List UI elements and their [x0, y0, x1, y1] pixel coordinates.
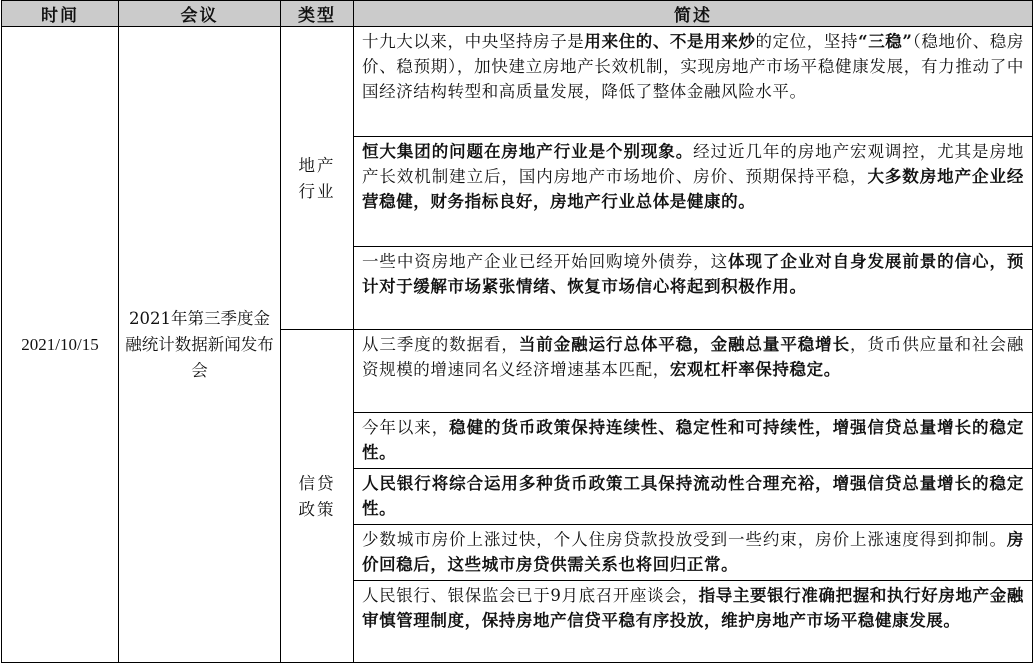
text-segment: 少数城市房价上涨过快，个人住房贷款投放受到一些约束，房价上涨速度得到抑制。	[362, 530, 1007, 549]
bold-text-segment: 宏观杠杆率保持稳定。	[669, 360, 841, 379]
policy-table	[1, 0, 1033, 663]
bold-text-segment: 房价回稳后，这些城市房贷供需关系也将回归正常。	[362, 530, 1024, 574]
type-label: 地产行业	[298, 156, 336, 201]
date-cell: 2021/10/15	[2, 27, 119, 663]
bold-text-segment: 指导主要银行准确把握和执行好房地产金融审慎管理制度，保持房地产信贷平稳有序投放，维护房地产市场平稳健康发展。	[362, 586, 1024, 630]
text-segment: 的定位，坚持	[755, 32, 859, 51]
type-cell-credit-policy	[281, 330, 354, 663]
table-body	[2, 27, 1033, 663]
text-segment: 经过近几年的房地产宏观调控，尤其是房地产长效机制建立后，国内房地产市场地价、房价、预期保持平稳，	[362, 142, 1025, 186]
text-segment: 今年以来，	[362, 418, 450, 437]
description-cell	[354, 581, 1033, 663]
bold-text-segment: 当前金融运行总体平稳，金融总量平稳增长	[518, 335, 851, 354]
header-time: 时间	[2, 1, 119, 27]
bold-text-segment: 恒大集团的问题在房地产行业是个别现象。	[362, 142, 694, 161]
header-meeting: 会议	[119, 1, 281, 27]
bold-text-segment: 稳健的货币政策保持连续性、稳定性和可持续性，增强信贷总量增长的稳定性。	[362, 418, 1024, 462]
description-cell	[354, 469, 1033, 525]
description-cell	[354, 27, 1033, 137]
type-label: 信贷政策	[298, 474, 336, 519]
text-segment: 一些中资房地产企业已经开始回购境外债券，这	[362, 252, 729, 271]
text-segment: 人民银行、银保监会已于9月底召开座谈会，	[362, 586, 699, 605]
table-header-row	[2, 1, 1033, 27]
bold-text-segment: 人民银行将综合运用多种货币政策工具保持流动性合理充裕，增强信贷总量增长的稳定性。	[362, 474, 1024, 518]
bold-text-segment: 用来住的、不是用来炒	[584, 32, 756, 51]
bold-text-segment: “三稳”	[858, 32, 913, 51]
bold-text-segment: 大多数房地产企业经营稳健，财务指标良好，房地产行业总体是健康的。	[362, 167, 1024, 211]
bold-text-segment: 体现了企业对自身发展前景的信心，预计对于缓解市场紧张情绪、恢复市场信心将起到积极作用。	[362, 252, 1025, 296]
text-segment: 从三季度的数据看，	[362, 335, 519, 354]
description-cell	[354, 247, 1033, 330]
header-type: 类型	[281, 1, 354, 27]
description-cell	[354, 137, 1033, 247]
meeting-cell: 2021年第三季度金融统计数据新闻发布会	[119, 27, 281, 663]
description-cell	[354, 525, 1033, 581]
table-row	[2, 27, 1033, 137]
description-cell	[354, 413, 1033, 469]
description-cell	[354, 330, 1033, 413]
header-description: 简述	[354, 1, 1033, 27]
text-segment: 十九大以来，中央坚持房子是	[362, 32, 585, 51]
type-cell-real-estate	[281, 27, 354, 330]
text-segment: ，货币供应量和社会融资规模的增速同名义经济增速基本匹配，	[362, 335, 1025, 379]
text-segment: （稳地价、稳房价、稳预期），加快建立房地产长效机制，实现房地产市场平稳健康发展，有力推动了中国经济结构转型和高质量发展，降低了整体金融风险水平。	[362, 32, 1024, 101]
